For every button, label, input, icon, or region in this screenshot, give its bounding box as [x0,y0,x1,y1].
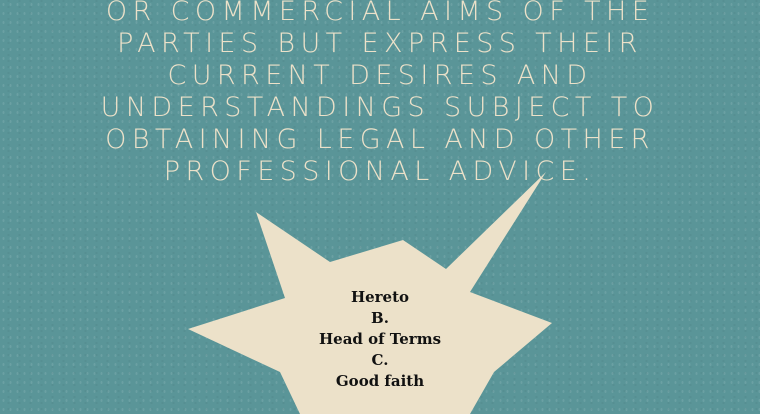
headline-line: OR COMMERCIAL AIMS OF THE [105,0,655,27]
starburst-text-block [280,287,480,392]
headline-line: PROFESSIONAL ADVICE. [163,156,597,187]
burst-line-c: C. [371,351,389,369]
headline-line: PARTIES BUT EXPRESS THEIR [117,28,643,59]
burst-line-hereto: Hereto [350,288,410,306]
headline-line: OBTAINING LEGAL AND OTHER [105,124,655,155]
headline-line: UNDERSTANDINGS SUBJECT TO [100,92,660,123]
burst-line-good-faith: Good faith [335,372,425,390]
headline-line: CURRENT DESIRES AND [167,60,593,91]
burst-line-head-of-terms: Head of Terms [318,330,442,348]
burst-line-b: B. [371,309,389,327]
